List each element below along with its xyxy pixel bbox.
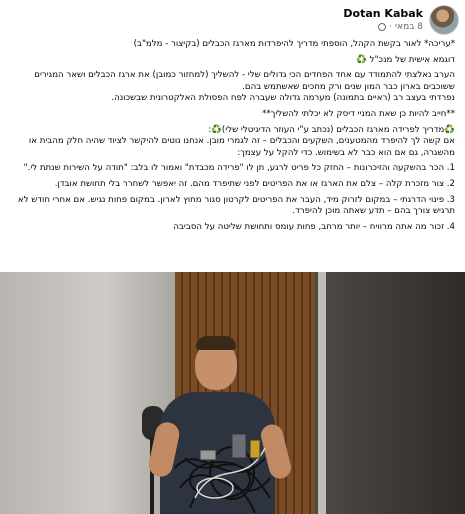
globe-icon xyxy=(378,23,386,31)
author-avatar[interactable] xyxy=(429,5,459,35)
paragraph-personal-example: דוגמא אישית של מנכ"ל ♻️ xyxy=(356,54,455,65)
post-photo[interactable] xyxy=(0,272,465,514)
paragraph-guide-intro: אם קשה לך להיפרד מהמטענים, השקעים והכבלים – זה לגמרי מובן. אנחנו נוטים להיקשר לציוד שהיה חלק מהבית או מהשגרה, גם אם הוא כבר לא בשימוש. כדי להקל על עצמך: xyxy=(28,136,455,158)
paragraph-edit-note: *עריכה* לאור בקשת הקהל, הוספתי מדריך להיפרדות מארגז הכבלים (בקיצור - מלמ"ב) xyxy=(133,39,455,49)
author-name[interactable]: Dotan Kabak xyxy=(343,7,423,20)
post-header xyxy=(6,4,459,36)
photo-cable-bundle xyxy=(170,428,280,514)
guide-step-3: 3. פינוי הדרגתי – במקום לזרוק מיד, העבר את הפריטים לקרטון סגור מחוץ לארון. במקום פחות נגיש. אם אחרי חודש לא תרגיש צורך בהם – תדע שאתה מוכן להיפרד. xyxy=(17,194,455,217)
photo-wall xyxy=(0,272,175,514)
paragraph-farewell: נפרדתי בעצב רב (ראיים בתמונה) מערמה גדולה שעברה לפח הפסולת האלקטרונית שבשכונה. xyxy=(111,93,455,104)
photo-window-frame xyxy=(318,272,326,514)
guide-step-1: 1. הכר בהשקעה והזיכרונות – החזק כל פריט לרגע, תן לו "פרידה מכבדת" ואמור לו בלב: "תודה על השירות שנתת לי." xyxy=(23,163,455,174)
photo-background-right xyxy=(315,272,465,514)
paragraph-mini-disc: **חייב להיות כן שאת המניי דיסק לא יכלתי להשליך** xyxy=(262,108,455,119)
paragraph-story: הערב נאלצתי להתמודד עם אחד הפחדים הכי גדולים שלי - להשליך (למחזור כמובן) את ארגז הכבלים ושאר המגירים ששוכבים בארון כבר המון שנים ורק מחכים שאשתמש בהם. xyxy=(34,70,455,92)
post-timestamp[interactable]: 8 במאי xyxy=(395,22,423,32)
author-meta xyxy=(343,7,423,33)
guide-step-2: 2. צור מזכרת קלה – צלם את הארגז או את הפריטים לפני שתיפרד מהם. זה יאפשר לשחרר בלי תחושת אובדן. xyxy=(54,178,455,189)
post-text xyxy=(8,39,455,237)
guide-step-4: 4. זכור מה אתה מרוויח – יותר מרחב, פחות עומס ותחושת שליטה על הסביבה xyxy=(173,221,455,232)
photo-person-hair xyxy=(196,336,236,350)
subline-separator: · xyxy=(389,22,393,32)
post-subline xyxy=(343,21,423,33)
paragraph-guide-title: ♻️מדריך לפרידה מארגז הכבלים (נכתב ע"י העוזר הדיגיטלי שלי)♻️: xyxy=(208,124,455,135)
